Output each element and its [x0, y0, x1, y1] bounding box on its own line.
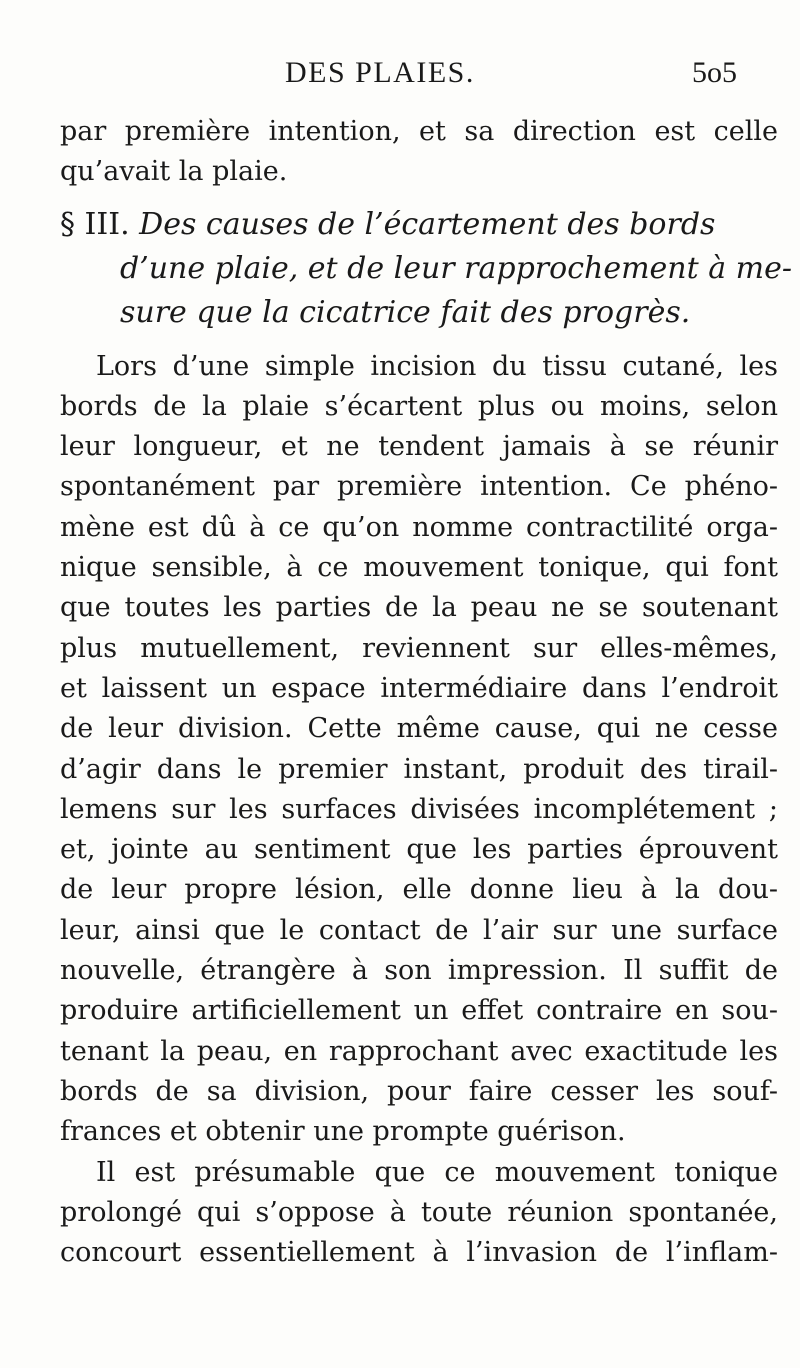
text-line: Lors d’une simple incision du tissu cutané, les	[96, 350, 778, 382]
text-line: de leur propre lésion, elle donne lieu à la dou-	[60, 874, 778, 906]
text-line: tenant la peau, en rapprochant avec exactitude les	[60, 1035, 778, 1067]
text-line: frances et obtenir une prompte guérison.	[60, 1116, 626, 1148]
text-line: lemens sur les surfaces divisées incomplétement ;	[60, 793, 778, 825]
text-line: mène est dû à ce qu’on nomme contractilité orga-	[60, 511, 778, 543]
text-line: et, jointe au sentiment que les parties éprouvent	[60, 834, 778, 866]
section-heading	[60, 203, 792, 335]
text-line: leur, ainsi que le contact de l’air sur une surface	[60, 914, 778, 946]
running-head	[0, 56, 800, 96]
paragraph	[60, 347, 778, 1153]
text-line: plus mutuellement, reviennent sur elles-mêmes,	[60, 632, 778, 664]
text-line: prolongé qui s’oppose à toute réunion spontanée,	[60, 1196, 778, 1228]
running-title: DES PLAIES.	[285, 56, 475, 89]
section-mark: § III.	[60, 206, 130, 242]
section-title-line: Des causes de l’écartement des bords	[139, 206, 716, 242]
intro-text	[60, 112, 778, 193]
section-title-line: d’une plaie, et de leur rapprochement à me-	[120, 250, 792, 286]
text-line: concourt essentiellement à l’invasion de l’inflam-	[60, 1237, 778, 1269]
text-line: spontanément par première intention. Ce phéno-	[60, 471, 778, 503]
paragraph	[60, 1153, 778, 1274]
text-line: nouvelle, étrangère à son impression. Il suffit de	[60, 955, 778, 987]
text-line: nique sensible, à ce mouvement tonique, qui font	[60, 552, 778, 584]
text-line: d’agir dans le premier instant, produit des tirail-	[60, 753, 778, 785]
section-title-line: sure que la cicatrice fait des progrès.	[120, 294, 691, 330]
text-line: bords de la plaie s’écartent plus ou moins, selon	[60, 390, 778, 422]
text-line: que toutes les parties de la peau ne se soutenant	[60, 592, 778, 624]
text-line: produire artificiellement un effet contraire en sou-	[60, 995, 778, 1027]
text-line: et laissent un espace intermédiaire dans l’endroit	[60, 672, 778, 704]
text-line: Il est présumable que ce mouvement tonique	[96, 1156, 778, 1188]
page-body	[60, 112, 792, 1273]
text-line: leur longueur, et ne tendent jamais à se réunir	[60, 431, 778, 463]
text-line: de leur division. Cette même cause, qui ne cesse	[60, 713, 778, 745]
text-line: qu’avait la plaie.	[60, 156, 288, 188]
page-number: 5o5	[692, 56, 737, 89]
text-line: bords de sa division, pour faire cesser les souf-	[60, 1075, 778, 1107]
text-line: par première intention, et sa direction est celle	[60, 116, 778, 147]
